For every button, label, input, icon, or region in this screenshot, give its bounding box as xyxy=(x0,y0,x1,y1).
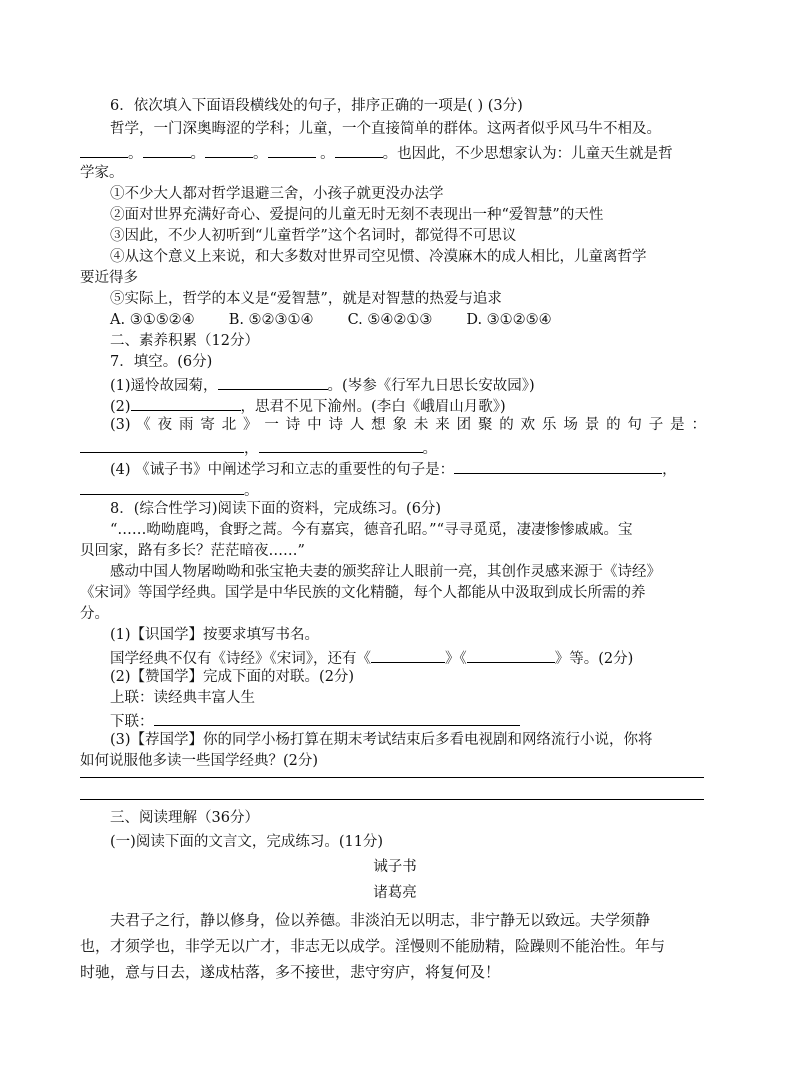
q8-1-text-b: 》《 xyxy=(445,651,467,667)
q7-1-source: 。(岑参《行军九日思长安故园》) xyxy=(327,378,535,394)
reading-part-1: (一)阅读下面的文言文，完成练习。(11分) xyxy=(110,834,384,850)
q7-2 xyxy=(110,394,706,417)
blank-4[interactable] xyxy=(268,141,316,158)
q7-2-blank[interactable] xyxy=(131,394,241,411)
q8-3-line-2: 如何说服他多读一些国学经典？(2分) xyxy=(80,753,319,769)
q8-1-text-a: 国学经典不仅有《诗经》《宋词》，还有《 xyxy=(110,651,371,667)
q7-3: (3) 《 夜 雨 寄 北 》 一 诗 中 诗 人 想 象 未 来 团 聚 的 欢 乐 场 景 的 句 子 是 ： xyxy=(110,417,706,433)
answer-line-1[interactable] xyxy=(80,777,704,778)
q8-3-line-1: (3)【荐国学】你的同学小杨打算在期末考试结束后多看电视剧和网络流行小说，你将 xyxy=(110,732,653,748)
q6-passage-line-2-text: 。也因此，不少思想家认为：儿童天生就是哲 xyxy=(382,146,673,162)
q6-passage-line-3: 学家。 xyxy=(80,165,124,181)
q8-para-line-2: 《宋词》等国学经典。国学是中华民族的文化精髓，每个人都能从中汲取到成长所需的养 xyxy=(80,585,646,601)
q7-4-text: (4) 《诫子书》中阐述学习和立志的重要性的句子是： xyxy=(110,462,455,478)
q8-1-line xyxy=(110,646,706,669)
q8-1-title: (1)【识国学】按要求填写书名。 xyxy=(110,627,320,643)
q6-item-4: ④从这个意义上来说，和大多数对世界司空见惯、冷漠麻木的成人相比，儿童离哲学 xyxy=(110,249,647,265)
classical-text-line-2: 也，才须学也，非学无以广才，非志无以成学。淫慢则不能励精，险躁则不能治性。年与 xyxy=(80,937,666,955)
q6-item-2: ②面对世界充满好奇心、爱提问的儿童无时无刻不表现出一种“爱智慧”的天性 xyxy=(110,207,604,223)
q7-3-blank-2[interactable] xyxy=(259,436,423,453)
blank-5[interactable] xyxy=(335,141,383,158)
option-b[interactable]: B. ⑤②③①④ xyxy=(228,312,314,328)
q7-3-answer-line: ， 。 xyxy=(80,436,706,459)
text-author: 诸葛亮 xyxy=(373,885,417,901)
q8-quote-line-1: “……呦呦鹿鸣，食野之蒿。今有嘉宾，德音孔昭。”“寻寻觅觅，凄凄惨惨戚戚。宝 xyxy=(110,522,633,538)
q8-stem: 8．(综合性学习)阅读下面的资料，完成练习。(6分) xyxy=(110,501,442,517)
blank-2[interactable] xyxy=(143,141,191,158)
q6-passage-line-2: 。 。 。 。 。也因此，不少思想家认为：儿童天生就是哲 xyxy=(80,141,706,164)
q7-2-number: (2) xyxy=(110,399,131,415)
classical-text-line-1: 夫君子之行，静以修身，俭以养德。非淡泊无以明志，非宁静无以致远。夫学须静 xyxy=(110,911,651,929)
q6-options xyxy=(110,310,706,330)
q8-2-title: (2)【赞国学】完成下面的对联。(2分) xyxy=(110,669,355,685)
q6-passage-line-1: 哲学，一门深奥晦涩的学科；儿童，一个直接简单的群体。这两者似乎风马牛不相及。 xyxy=(110,121,661,137)
q7-2-text: ，思君不见下渝州。(李白《峨眉山月歌》) xyxy=(240,399,506,415)
option-c[interactable]: C. ⑤④②①③ xyxy=(347,312,433,328)
q6-stem: 6．依次填入下面语段横线处的句子，排序正确的一项是( ) (3分) xyxy=(110,98,523,114)
q8-2-lower xyxy=(110,709,706,732)
q8-2-lower-blank[interactable] xyxy=(154,709,520,726)
q7-1 xyxy=(110,373,706,396)
q8-1-blank-2[interactable] xyxy=(467,646,555,663)
q8-1-text-c: 》等。(2分) xyxy=(554,651,634,667)
q7-4-blank-2[interactable] xyxy=(80,478,244,495)
q8-para-line-3: 分。 xyxy=(80,606,109,622)
q7-stem: 7．填空。(6分) xyxy=(110,354,213,370)
option-d[interactable]: D. ③①②⑤④ xyxy=(466,312,552,328)
blank-3[interactable] xyxy=(205,141,253,158)
q8-1-blank-1[interactable] xyxy=(371,646,445,663)
q6-item-1: ①不少大人都对哲学退避三舍，小孩子就更没办法学 xyxy=(110,186,444,202)
q8-quote-line-2: 贝回家，路有多长？茫茫暗夜……” xyxy=(80,543,305,559)
q7-1-text: (1)遥怜故园菊， xyxy=(110,378,218,394)
blank-1[interactable] xyxy=(80,141,128,158)
q6-item-4-cont: 要近得多 xyxy=(80,270,138,286)
q8-para-line-1: 感动中国人物屠呦呦和张宝艳夫妻的颁奖辞让人眼前一亮，其创作灵感来源于《诗经》 xyxy=(110,564,661,580)
q7-4-blank-1[interactable] xyxy=(454,457,662,474)
section-3-title: 三、阅读理解（36分） xyxy=(110,810,259,826)
q7-3-blank-1[interactable] xyxy=(80,436,244,453)
q7-4-answer-line: 。 xyxy=(80,478,706,501)
option-a[interactable]: A. ③①⑤②④ xyxy=(110,312,195,328)
q7-4: (4) 《诫子书》中阐述学习和立志的重要性的句子是： ， xyxy=(110,457,706,480)
q8-2-lower-label: 下联： xyxy=(110,714,154,730)
q6-item-3: ③因此，不少人初听到“儿童哲学”这个名词时，都觉得不可思议 xyxy=(110,228,517,244)
q7-1-blank[interactable] xyxy=(218,373,328,390)
q6-item-5: ⑤实际上，哲学的本义是“爱智慧”，就是对智慧的热爱与追求 xyxy=(110,291,502,307)
classical-text-line-3: 时驰，意与日去，遂成枯落，多不接世，悲守穷庐，将复何及！ xyxy=(80,963,501,981)
section-2-title: 二、素养积累（12分） xyxy=(110,333,259,349)
q8-2-upper: 上联：读经典丰富人生 xyxy=(110,690,255,706)
answer-line-2[interactable] xyxy=(80,799,704,800)
text-title: 诫子书 xyxy=(373,859,417,875)
